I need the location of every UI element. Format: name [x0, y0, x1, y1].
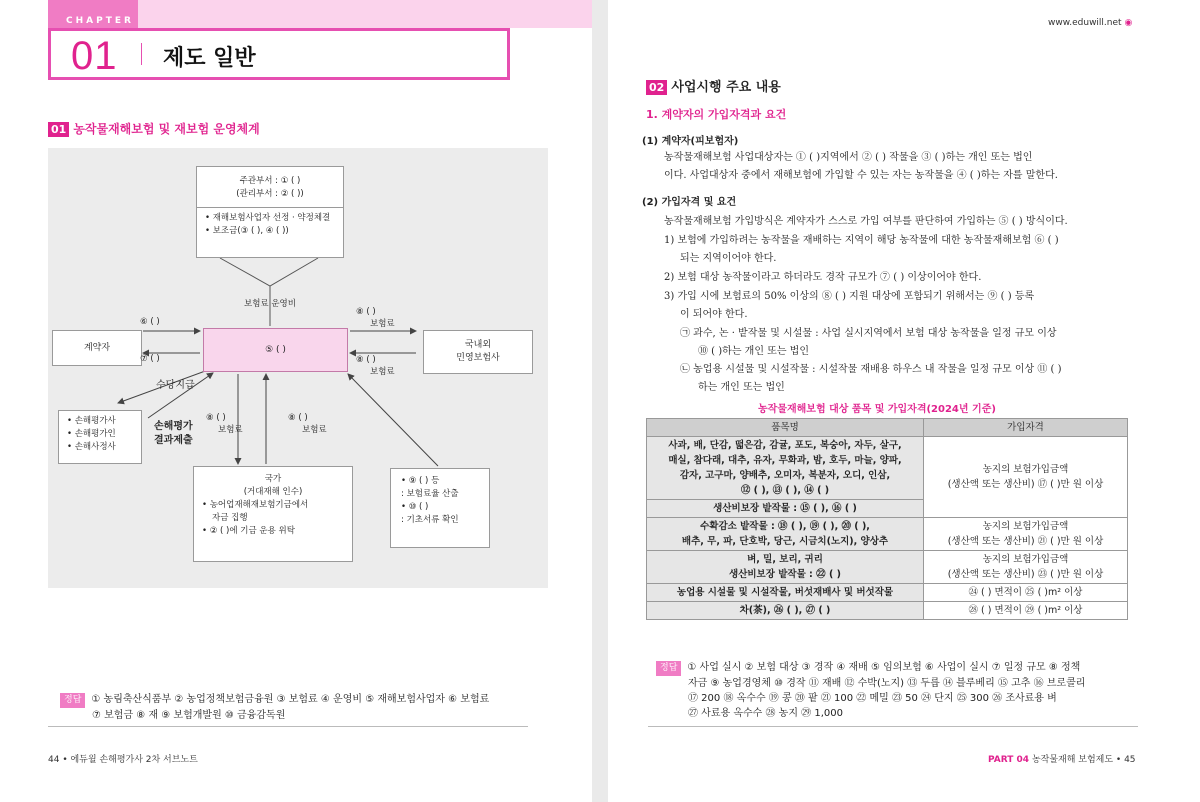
sub-item-1b: ⑩ ( )하는 개인 또는 법인: [698, 346, 809, 357]
state-line4: 자금 집행: [212, 513, 248, 523]
item-3a: 3) 가입 시에 보험료의 50% 이상의 ⑧ ( ) 지원 대상에 포함되기 위해서는 ⑨ ( ) 등록: [664, 291, 1035, 302]
ministry-line: 주관부서 : ① ( ): [239, 176, 301, 186]
table-header: 품목명: [647, 419, 924, 437]
site-url-text: www.eduwill.net: [1048, 18, 1122, 28]
regulator-line3: • ⑩ ( ): [401, 502, 429, 512]
label-7: ⑦ ( ): [140, 354, 160, 364]
regulator-line2: : 보험료율 산출: [401, 489, 459, 499]
section-number: 01: [48, 122, 69, 137]
table-cell: 차(茶), ㉖ ( ), ㉗ ( ): [647, 602, 924, 620]
table-row: [647, 602, 1128, 620]
cell-line: (생산액 또는 생산비) ㉑ ( )만 원 이상: [947, 536, 1104, 547]
table-cell: 농업용 시설물 및 시설작물, 버섯재배사 및 버섯작물: [647, 584, 924, 602]
item-1a: 1) 보험에 가입하려는 농작물을 재배하는 지역이 해당 농작물에 대한 농작물재해보험 ⑥ ( ): [664, 235, 1059, 246]
cell-line: (생산액 또는 생산비) ⑰ ( )만 원 이상: [947, 479, 1104, 490]
cell-line: 감자, 고구마, 양배추, 오미자, 복분자, 오디, 인삼,: [679, 470, 891, 481]
cell-line: ⑫ ( ), ⑬ ( ), ⑭ ( ): [740, 485, 830, 496]
chapter-title: 제도 일반: [163, 46, 256, 71]
fee-label: 수당지급: [156, 380, 195, 391]
state-box: [193, 466, 353, 562]
table-row: [647, 584, 1128, 602]
para-2: 농작물재해보험 가입방식은 계약자가 스스로 가입 여부를 판단하여 가입하는 ⑤ ( ) 방식이다.: [664, 216, 1068, 227]
cell-line: 수확감소 밭작물 : ⑱ ( ), ⑲ ( ), ⑳ ( ),: [700, 521, 870, 532]
table-row: [647, 551, 1128, 584]
table-cell: [647, 551, 924, 584]
eligibility-table: [646, 418, 1128, 620]
table-row: [647, 518, 1128, 551]
right-section-number: 02: [646, 80, 667, 95]
insurer-line2: 민영보험사: [456, 353, 500, 363]
center-box-label: ⑤ ( ): [265, 345, 286, 355]
answer-line: 자금 ⑨ 농업경영체 ⑩ 경작 ⑪ 재배 ⑫ 수박(노지) ⑬ 두릅 ⑭ 블루베리 ⑮ 고추 ⑯ 브로콜리: [688, 678, 1086, 689]
adjusters-box: [58, 410, 142, 464]
state-line5: • ② ( )에 기금 운용 위탁: [202, 526, 295, 536]
sub-item-2b: 하는 개인 또는 법인: [698, 382, 785, 393]
sub-item-2a: ㉡ 농업용 시설물 및 시설작물 : 시설작물 재배용 하우스 내 작물을 일정 규모 이상 ⑪ ( ): [680, 364, 1062, 375]
cell-line: 농지의 보험가입금액: [982, 464, 1069, 475]
table-header-row: [647, 419, 1128, 437]
label-8a-premium: 보험료: [370, 319, 395, 329]
state-line3: • 농어업재해재보험기금에서: [202, 500, 309, 510]
premium-operation-label: 보험료 운영비: [244, 299, 296, 309]
footer-text: 농작물재해 보험제도 • 45: [1031, 755, 1136, 765]
subsection-title: 1. 계약자의 가입자격과 요건: [646, 108, 787, 121]
contractor-label: 계약자: [83, 343, 111, 353]
answer-divider: [648, 726, 1138, 727]
cell-line: 사과, 배, 단감, 떫은감, 감귤, 포도, 복숭아, 자두, 살구,: [668, 440, 902, 451]
footer-part: PART 04: [988, 755, 1030, 765]
insurer-line1: 국내외: [464, 340, 492, 350]
state-line1: 국가: [264, 474, 282, 484]
label-6: ⑥ ( ): [140, 317, 160, 327]
para-1a: 농작물재해보험 사업대상자는 ① ( )지역에서 ② ( ) 작물을 ③ ( )하는 개인 또는 법인: [664, 152, 1033, 163]
right-section-heading: [646, 76, 781, 95]
label-8a: ⑧ ( ): [356, 307, 376, 317]
label-8c-premium: 보험료: [218, 425, 243, 435]
loss-label-2: 결과제출: [154, 435, 193, 446]
contractor-box: [52, 330, 142, 366]
chapter-number: 01: [71, 34, 118, 78]
ministry-duty-1: • 재해보험사업자 선정 · 약정체결: [197, 207, 343, 225]
cell-line: 벼, 밀, 보리, 귀리: [747, 554, 823, 565]
agency-line: (관리부서 : ② ( )): [236, 189, 304, 199]
answer-tag: 정답: [60, 693, 85, 708]
ministry-box: [196, 166, 344, 258]
insurer-center-box: [203, 328, 348, 372]
item-1b: 되는 지역이어야 한다.: [680, 253, 777, 264]
table-title: 농작물재해보험 대상 품목 및 가입자격(2024년 기준): [758, 404, 996, 415]
section-title: 농작물재해보험 및 재보험 운영체계: [73, 122, 260, 136]
regulator-line4: : 기초서류 확인: [401, 515, 459, 525]
adjuster-item: • 손해평가인: [67, 429, 116, 439]
table-cell: [924, 551, 1128, 584]
table-cell: [924, 518, 1128, 551]
chapter-bar: [138, 0, 592, 28]
cell-line: 농지의 보험가입금액: [982, 554, 1069, 565]
answer-line: ㉗ 사료용 옥수수 ㉘ 농지 ㉙ 1,000: [688, 708, 843, 719]
regulator-box: [390, 468, 490, 548]
label-8d: ⑧ ( ): [288, 413, 308, 423]
private-insurer-box: [423, 330, 533, 374]
left-footer: 44 • 에듀윌 손해평가사 2차 서브노트: [48, 755, 198, 765]
regulator-line1: • ⑨ ( ) 등: [401, 476, 440, 486]
table-cell: [924, 437, 1128, 518]
table-cell: [647, 437, 924, 500]
item-2: 2) 보험 대상 농작물이라고 하더라도 경작 규모가 ⑦ ( ) 이상이어야 한다.: [664, 272, 982, 283]
loss-label-1: 손해평가: [154, 421, 193, 432]
table-cell: ㉔ ( ) 면적이 ㉕ ( )m² 이상: [924, 584, 1128, 602]
table-header: 가입자격: [924, 419, 1128, 437]
cell-line: 매실, 참다래, 대추, 유자, 무화과, 밤, 호두, 마늘, 양파,: [668, 455, 902, 466]
sub-item-1a: ㉠ 과수, 논 · 밭작물 및 시설물 : 사업 실시지역에서 보험 대상 농작물을 일정 규모 이상: [680, 328, 1057, 339]
ministry-duty-2: • 보조금(③ ( ), ④ ( )): [205, 226, 289, 236]
site-url: [1048, 18, 1132, 28]
chapter-tab: CHAPTER: [48, 0, 138, 28]
answer-line: ⑰ 200 ⑱ 옥수수 ⑲ 콩 ⑳ 팥 ㉑ 100 ㉒ 메밀 ㉓ 50 ㉔ 단지 ㉕ 300 ㉖ 조사료용 벼: [688, 693, 1057, 704]
answer-line: ⑦ 보험금 ⑧ 재 ⑨ 보험개발원 ⑩ 금융감독원: [92, 710, 286, 721]
table-row: [647, 437, 1128, 500]
adjuster-item: • 손해평가사: [67, 416, 116, 426]
item-3b: 이 되어야 한다.: [680, 309, 748, 320]
right-page: [608, 0, 1200, 802]
answer-divider: [48, 726, 528, 727]
right-section-title: 사업시행 주요 내용: [671, 80, 781, 95]
table-cell: ㉘ ( ) 면적이 ㉙ ( )m² 이상: [924, 602, 1128, 620]
cell-line: 배추, 무, 파, 단호박, 당근, 시금치(노지), 양상추: [681, 536, 889, 547]
heading-contractor: (1) 계약자(피보험자): [642, 136, 739, 147]
location-pin-icon: ◉: [1124, 18, 1133, 28]
label-8b: ⑧ ( ): [356, 355, 376, 365]
left-page: [0, 0, 592, 802]
answer-tag: 정답: [656, 661, 681, 676]
chapter-divider: [141, 43, 142, 65]
answer-line: ① 사업 실시 ② 보험 대상 ③ 경작 ④ 재배 ⑤ 임의보험 ⑥ 사업이 실시 ⑦ 일정 규모 ⑧ 정책: [687, 662, 1081, 673]
chapter-header: [48, 28, 510, 80]
state-line2: (거대재해 인수): [243, 487, 303, 497]
para-1b: 이다. 사업대상자 중에서 재해보험에 가입할 수 있는 자는 농작물을 ④ ( )하는 자를 말한다.: [664, 170, 1058, 181]
left-answers: [60, 692, 530, 723]
label-8d-premium: 보험료: [302, 425, 327, 435]
answer-line: ① 농림축산식품부 ② 농업정책보험금융원 ③ 보험료 ④ 운영비 ⑤ 재해보험사업자 ⑥ 보험료: [91, 694, 490, 705]
cell-line: 생산비보장 밭작물 : ㉒ ( ): [729, 569, 841, 580]
right-answers: [656, 660, 1146, 721]
cell-line: (생산액 또는 생산비) ㉓ ( )만 원 이상: [947, 569, 1104, 580]
operation-diagram: [48, 148, 548, 588]
adjuster-item: • 손해사정사: [67, 442, 116, 452]
table-cell: [647, 518, 924, 551]
section-heading: [48, 120, 260, 137]
table-cell: 생산비보장 밭작물 : ⑮ ( ), ⑯ ( ): [647, 500, 924, 518]
heading-qualification: (2) 가입자격 및 요건: [642, 197, 737, 208]
right-footer: [988, 752, 1136, 765]
cell-line: 농지의 보험가입금액: [982, 521, 1069, 532]
label-8b-premium: 보험료: [370, 367, 395, 377]
label-8c: ⑧ ( ): [206, 413, 226, 423]
